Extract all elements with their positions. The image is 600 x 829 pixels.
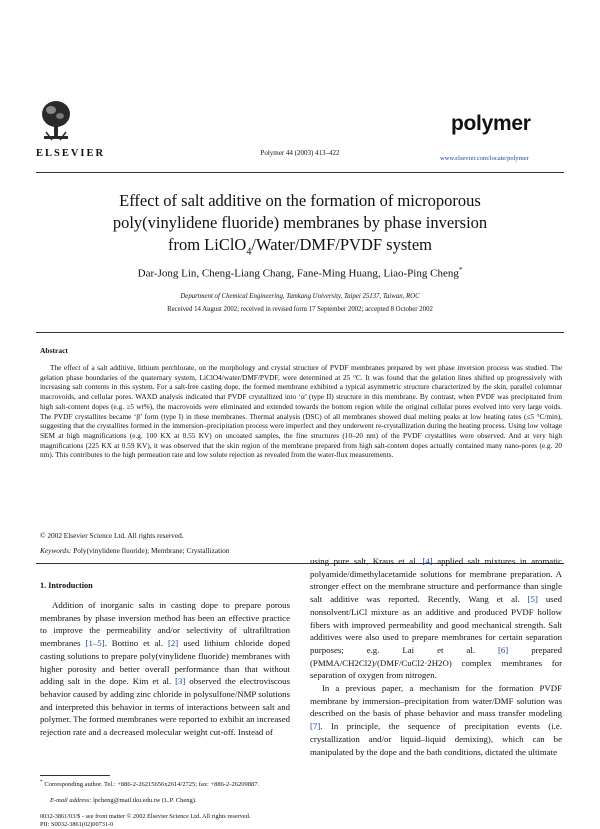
right-column (310, 555, 562, 758)
intro-paragraph-1: Addition of inorganic salts in casting dope to prepare porous membranes by phase inversion method has been an effective practice to improve the permeability and/or selectivity of ultrafiltration membranes [1–5]. Bottino et al. [2] used lithium chloride doped casting solutions to prepare poly(vinylidene fluoride) membranes with higher porosity and better overall performance than that without adding salt in the dope. Kim et al. [3] observed the electroviscous behavior caused by adding zinc chloride in polysulfone/NMP solutions and interpreted this behavior in terms of interactions between salt and polymer. The formed membranes were reported to exhibit an increased rejection rate and a decreased molecular weight cut-off. Instead of (40, 600, 290, 738)
issn-pii-line: 0032-3861/03/$ - see front matter © 2002 Elsevier Science Ltd. All rights reserved. PII: S0032-3861(02)00731-0 (40, 813, 251, 829)
email-footnote: E-mail address: lpcheng@mail.tku.edu.tw (L.P. Cheng). (50, 797, 197, 804)
abstract-heading: Abstract (40, 346, 68, 355)
footnote-divider (40, 775, 110, 776)
section-heading-introduction: 1. Introduction (40, 581, 93, 590)
email-link[interactable]: lpcheng@mail.tku.edu.tw (L.P. Cheng). (93, 797, 197, 804)
article-title: Effect of salt additive on the formation of microporous poly(vinylidene fluoride) membranes by phase inversion from LiClO$_4$/Water/DMF/PVDF system (112, 191, 488, 258)
citation-link[interactable]: [6] (497, 644, 509, 655)
journal-url-link[interactable]: www.elsevier.com/locate/polymer (440, 155, 529, 162)
citation-link[interactable]: [1–5] (85, 638, 105, 649)
author-list: Dar-Jong Lin, Cheng-Liang Chang, Fane-Ming Huang, Liao-Ping Cheng* (137, 266, 463, 280)
corresponding-footnote: * Corresponding author. Tel.: +886-2-26215656x2614/2725; fax: +886-2-26209887. (40, 779, 260, 789)
header-divider (36, 172, 564, 173)
citation-link[interactable]: [3] (175, 676, 186, 687)
corresponding-author-mark: * (458, 266, 463, 274)
citation-link[interactable]: [2] (167, 638, 179, 649)
keywords: Keywords: Poly(vinylidene fluoride); Membrane; Crystallization (40, 546, 230, 555)
citation-link[interactable]: [7] (310, 721, 321, 732)
publisher-name: ELSEVIER (36, 148, 106, 159)
left-column (40, 599, 290, 739)
elsevier-tree-logo (40, 98, 72, 144)
received-dates: Received 14 August 2002; received in revised form 17 September 2002; accepted 8 October 2002 (167, 306, 433, 313)
abstract-top-divider (36, 332, 564, 333)
journal-reference: Polymer 44 (2003) 413–422 (260, 149, 340, 157)
citation-link[interactable]: [4] (422, 556, 433, 566)
journal-title-logo: polymer (451, 112, 531, 135)
citation-link[interactable]: [5] (527, 594, 538, 605)
copyright-notice: © 2002 Elsevier Science Ltd. All rights reserved. (40, 531, 184, 540)
intro-paragraph-2: In a previous paper, a mechanism for the formation PVDF membrane by immersion–precipitation from water/DMF solution was described on the basis of phase behavior and mass transfer modeling [7]. In principle, the sequence of precipitation events (i.e. crystallization and/or liquid–liquid demixing), which can be manipulated by the dope and the bath conditions, dictated the ultimate (310, 683, 562, 757)
abstract-text: The effect of a salt additive, lithium perchlorate, on the morphology and crystal structure of PVDF membranes prepared by wet phase inversion process was studied. The gelation phase boundaries of the quaternary system, LiClO4/water/DMF/PVDF, were determined at 25 °C. It was found that the gelation lines shifted up progressively with increasing salt contents in this system. For a salt-free casting dope, the formed membrane exhibited a typical asymmetric structure characterized by the skin, parallel columnar macrovoids, and cellular pores. WAXD analysis indicated that PVDF crystallized into ‘α’ (type II) structure in this membrane. By contrast, when PVDF was precipitated from high salt-content dopes (e.g. ≥5 wt%), the macrovoids were eliminated and extended towards the bottom region while the original cellular pores evolved into very large voids. The PVDF crystallites became ‘β’ form (type I) in these membranes. Thermal analysis (DSC) of all membranes showed dual melting peaks at low heating rates (≤5 °C/min), suggesting that the crystallites formed in the immersion–precipitation process were imperfect and they underwent re-crystallization during the heating process. Using low voltage SEM at high magnifications (e.g. 100 KX at 0.55 KV) on uncoated samples, the fine structures (10–20 nm) of the PVDF crystallites were observed. And at very high magnifications (225 KX at 0.59 KV), it was observed that the skin region of the membrane prepared from high salt-content dopes actually contained many nano-pores (e.g. 20 nm). This contributes to the high permeation rate and low solute rejection as revealed from the water-flux measurements. (40, 363, 562, 460)
intro-paragraph-1-cont: using pure salt, Kraus et al. [4] applied salt mixtures in aromatic polyamide/dimethylacetamide solutions for membrane preparation. A stronger effect on the membrane structure and performance than single salt additive was reported. Recently, Wang et al. [5] used nonsolvent/LiCl mixture as an additive and produced PVDF hollow fibers with improved permeability and good mechanical strength. Salt additives were also used to prepare membranes for certain separation purposes; e.g. Lai et al. [6] prepared (PMMA/CH2Cl2)/(DMF/CuCl2·2H2O) complex membranes for separation of oxygen from nitrogen. (310, 556, 563, 681)
affiliation: Department of Chemical Engineering, Tamkang University, Taipei 25137, Taiwan, ROC (180, 293, 420, 300)
